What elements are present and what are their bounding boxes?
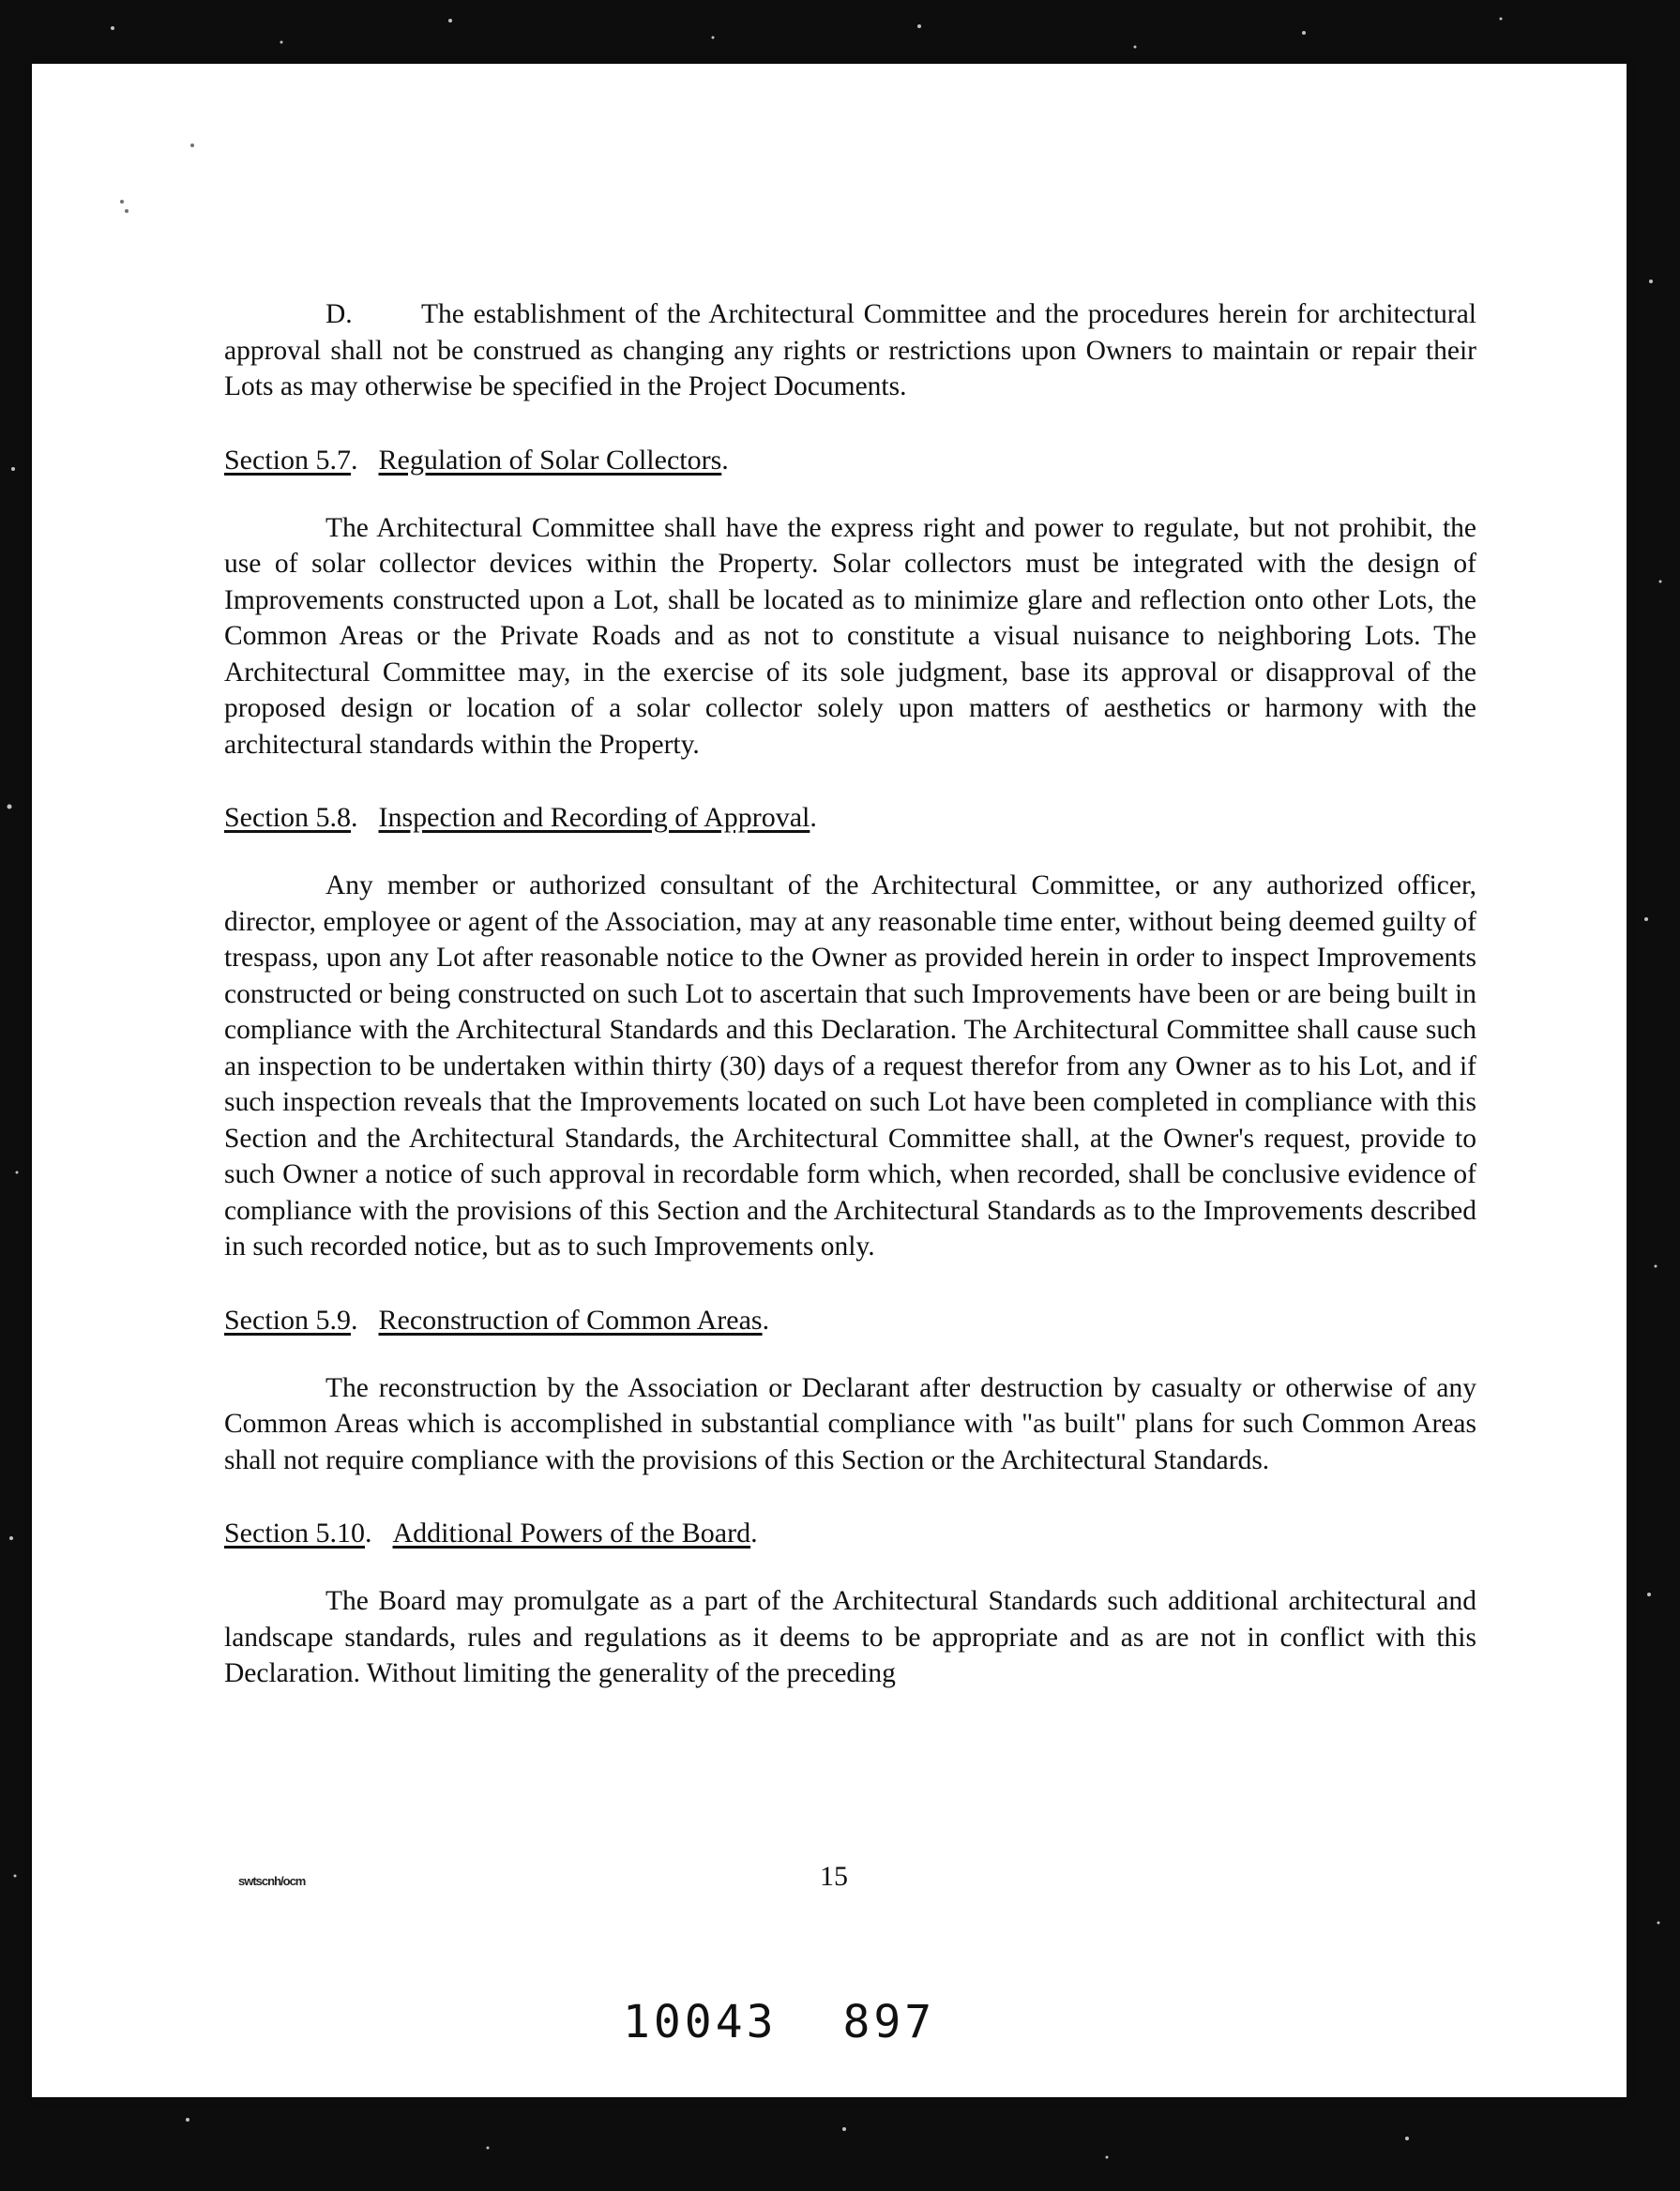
paragraph-d-text: The establishment of the Architectural Committee and the procedures herein for architectural approval shall not be construed as changing any rights or restrictions upon Owners to maintain or repair their Lots as may otherwise be specified in the Project Documents.	[224, 299, 1476, 401]
section-5-10-body: The Board may promulgate as a part of the Architectural Standards such additional architectural and landscape standards, rules and regulations as it deems to be appropriate and as are not in conflict with this Declaration. Without limiting the generality of the preceding	[224, 1586, 1476, 1688]
section-5-9-body: The reconstruction by the Association or Declarant after destruction by casualty or otherwise of any Common Areas which is accomplished in substantial compliance with "as built" plans for such Common Areas shall not require compliance with the provisions of this Section or the Architectural Standards.	[224, 1372, 1476, 1475]
recording-number	[623, 1996, 935, 2048]
section-5-7-number: Section 5.7	[224, 444, 351, 476]
section-5-7-body: The Architectural Committee shall have the express right and power to regulate, but not prohibit, the use of solar collector devices within the Property. Solar collectors must be integrated with the design of Improvements constructed upon a Lot, shall be located as to minimize glare and reflection onto other Lots, the Common Areas or the Private Roads and as not to constitute a visual nuisance to neighboring Lots. The Architectural Committee may, in the exercise of its sole judgment, base its approval or disapproval of the proposed design or location of a solar collector solely upon matters of aesthetics or harmony with the architectural standards within the Property.	[224, 512, 1476, 760]
section-5-7-title: Regulation of Solar Collectors	[378, 444, 722, 476]
section-5-10-number: Section 5.10	[224, 1518, 365, 1549]
footer-file-code: swtscnh/ocm	[238, 1874, 306, 1888]
section-5-7-heading: Section 5.7. Regulation of Solar Collectors.	[224, 444, 729, 476]
section-5-10-heading: Section 5.10. Additional Powers of the Board.	[224, 1518, 758, 1549]
paragraph-d	[224, 296, 1476, 405]
section-5-9-heading: Section 5.9. Reconstruction of Common Areas.	[224, 1304, 770, 1336]
recording-page-number: 897	[842, 1996, 936, 2048]
document-page	[32, 64, 1627, 2097]
page-number: 15	[820, 1861, 848, 1892]
document-body	[224, 296, 1476, 1692]
section-5-8-title: Inspection and Recording of Approval	[378, 802, 810, 833]
section-5-8-number: Section 5.8	[224, 802, 351, 833]
paragraph-d-label: D.	[325, 299, 353, 329]
section-5-8-heading: Section 5.8. Inspection and Recording of Approval.	[224, 802, 817, 833]
section-5-9-title: Reconstruction of Common Areas	[378, 1304, 763, 1336]
section-5-9-number: Section 5.9	[224, 1304, 351, 1336]
section-5-8-body: Any member or authorized consultant of the Architectural Committee, or any authorized officer, director, employee or agent of the Association, may at any reasonable time enter, without being deemed guilty of trespass, upon any Lot after reasonable notice to the Owner as provided herein in order to inspect Improvements constructed or being constructed on such Lot to ascertain that such Improvements have been or are being built in compliance with the Architectural Standards and this Declaration. The Architectural Committee shall cause such an inspection to be undertaken within thirty (30) days of a request therefor from any Owner as to his Lot, and if such inspection reveals that the Improvements located on such Lot have been completed in compliance with this Section and the Architectural Standards, the Architectural Committee shall, at the Owner's request, provide to such Owner a notice of such approval in recordable form which, when recorded, shall be conclusive evidence of compliance with the provisions of this Section and the Architectural Standards as to the Improvements described in such recorded notice, but as to such Improvements only.	[224, 870, 1476, 1262]
recording-book-number: 10043	[623, 1996, 778, 2048]
section-5-10-title: Additional Powers of the Board	[392, 1518, 751, 1549]
